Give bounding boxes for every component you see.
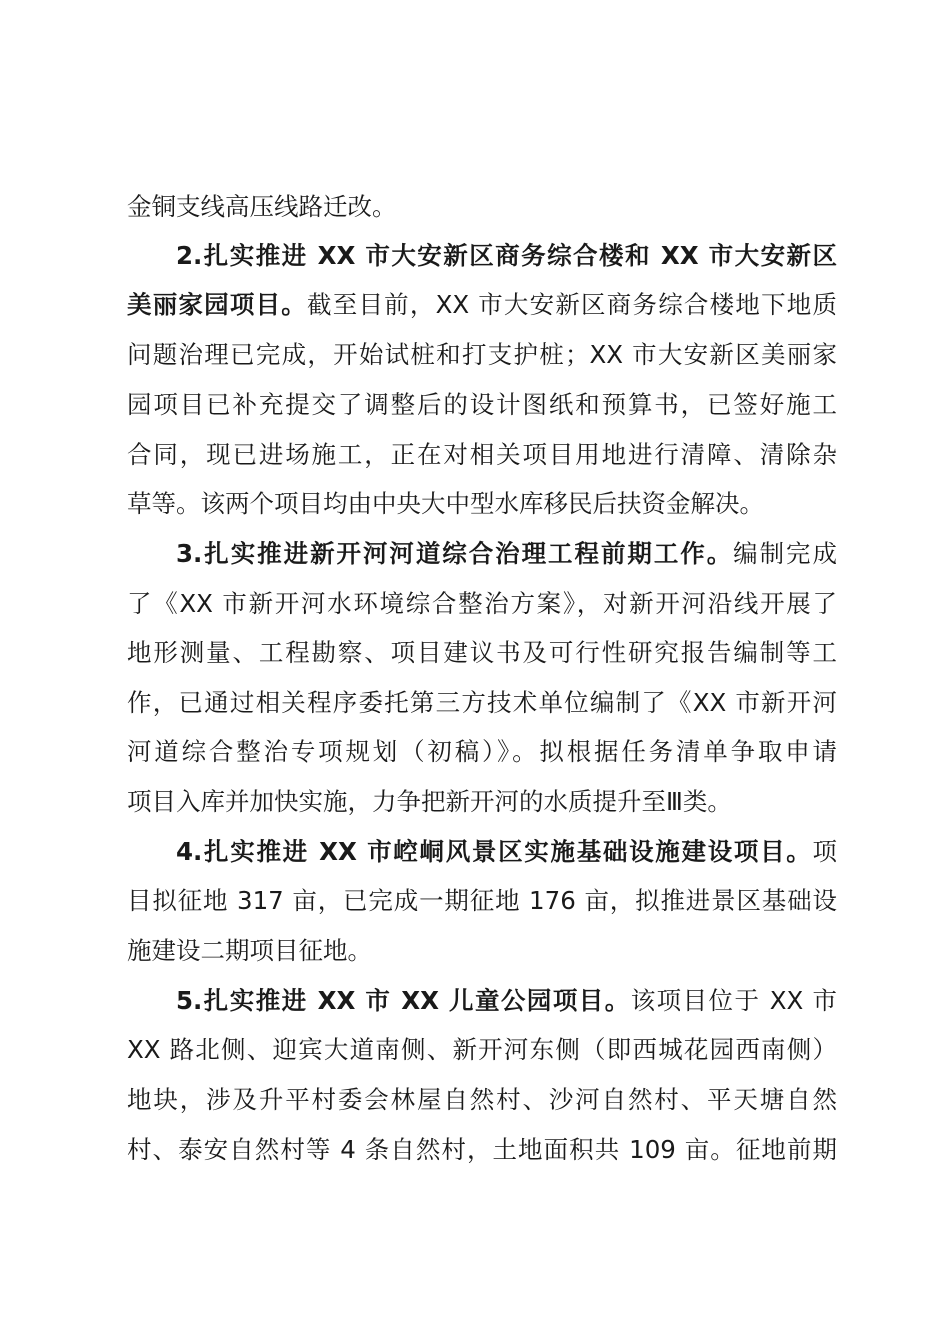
text-line [127, 876, 837, 926]
heading-text: 美丽家园项目。 [127, 290, 308, 319]
line-text: 截至目前，XX 市大安新区商务综合楼地下地质 [307, 290, 838, 319]
heading-text: 4.扎实推进 XX 市崆峒风景区实施基础设施建设项目。 [176, 837, 813, 866]
heading-text: 2.扎实推进 XX 市大安新区商务综合楼和 XX 市大安新区 [176, 241, 837, 270]
text-line [127, 1075, 837, 1125]
line-text: XX 路北侧、迎宾大道南侧、新开河东侧（即西城花园西南侧） [127, 1035, 837, 1064]
line-text: 施建设二期项目征地。 [127, 936, 372, 965]
text-line [127, 678, 837, 728]
text-line [127, 380, 837, 430]
section-heading [176, 976, 837, 1026]
text-line [127, 430, 837, 480]
section-heading [176, 231, 837, 281]
line-text: 该项目位于 XX 市 [630, 986, 837, 1015]
line-text: 草等。该两个项目均由中央大中型水库移民后扶资金解决。 [127, 489, 764, 518]
line-text: 河道综合整治专项规划（初稿）》。拟根据任务清单争取申请 [127, 737, 837, 766]
line-text: 园项目已补充提交了调整后的设计图纸和预算书，已签好施工 [127, 390, 837, 419]
text-line [127, 926, 837, 976]
line-text: 项目入库并加快实施，力争把新开河的水质提升至Ⅲ类。 [127, 787, 732, 816]
line-text: 编制完成 [733, 539, 838, 568]
line-text: 金铜支线高压线路迁改。 [127, 192, 397, 221]
line-text: 合同，现已进场施工，正在对相关项目用地进行清障、清除杂 [127, 440, 837, 469]
text-line [127, 1125, 837, 1175]
text-line [127, 182, 837, 232]
text-line [127, 777, 837, 827]
line-text: 项 [812, 837, 837, 866]
section-heading [176, 827, 837, 877]
line-text: 地形测量、工程勘察、项目建议书及可行性研究报告编制等工 [127, 638, 837, 667]
section-heading [176, 529, 837, 579]
line-text: 目拟征地 317 亩，已完成一期征地 176 亩，拟推进景区基础设 [127, 886, 837, 915]
text-line [127, 479, 837, 529]
line-text: 地块，涉及升平村委会林屋自然村、沙河自然村、平天塘自然 [127, 1085, 837, 1114]
line-text: 村、泰安自然村等 4 条自然村，土地面积共 109 亩。征地前期 [127, 1135, 837, 1164]
heading-text: 3.扎实推进新开河河道综合治理工程前期工作。 [176, 539, 734, 568]
text-line [127, 1025, 837, 1075]
text-line [127, 330, 837, 380]
text-line [127, 579, 837, 629]
line-text: 作，已通过相关程序委托第三方技术单位编制了《XX 市新开河 [127, 688, 837, 717]
line-text: 了《XX 市新开河水环境综合整治方案》，对新开河沿线开展了 [127, 589, 837, 618]
text-line [127, 628, 837, 678]
text-line [127, 727, 837, 777]
heading-text: 5.扎实推进 XX 市 XX 儿童公园项目。 [176, 986, 631, 1015]
line-text: 问题治理已完成，开始试桩和打支护桩；XX 市大安新区美丽家 [127, 340, 837, 369]
text-line [127, 280, 837, 330]
